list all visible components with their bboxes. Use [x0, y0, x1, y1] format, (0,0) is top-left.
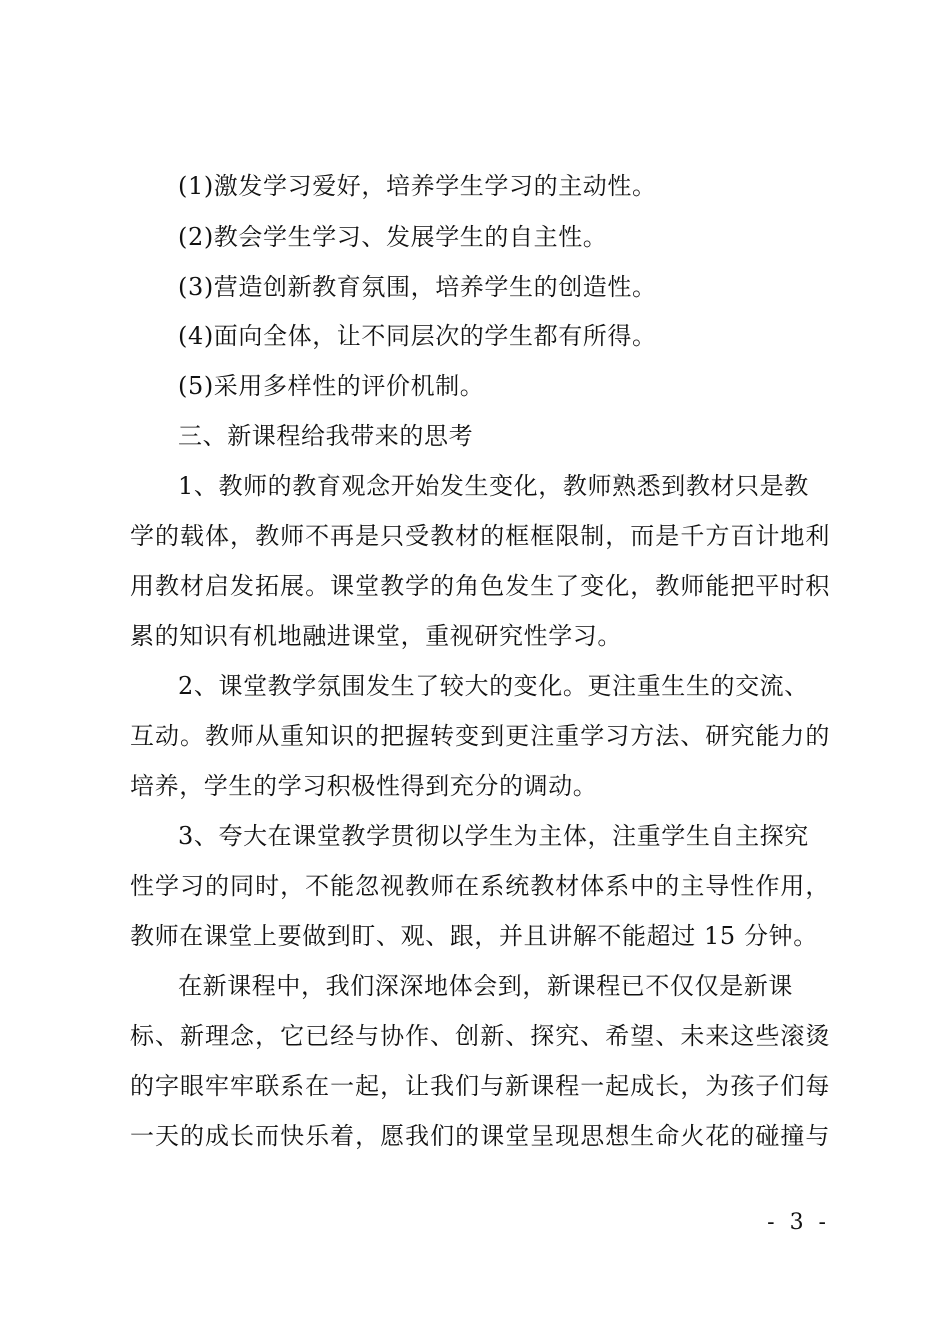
para2-line-3: 培养，学生的学习积极性得到充分的调动。 [130, 772, 598, 800]
list-item-4: (4)面向全体，让不同层次的学生都有所得。 [178, 322, 657, 350]
list-item-1: (1)激发学习爱好，培养学生学习的主动性。 [178, 172, 657, 200]
page-number: - 3 - [767, 1210, 830, 1235]
para4-line-4: 一天的成长而快乐着，愿我们的课堂呈现思想生命火花的碰撞与 [130, 1122, 830, 1150]
section-heading: 三、新课程给我带来的思考 [178, 422, 474, 450]
para4-line-2: 标、新理念，它已经与协作、创新、探究、希望、未来这些滚烫 [130, 1022, 830, 1050]
list-item-3: (3)营造创新教育氛围，培养学生的创造性。 [178, 273, 657, 301]
list-item-2: (2)教会学生学习、发展学生的自主性。 [178, 223, 608, 251]
para1-line-1: 1、教师的教育观念开始发生变化，教师熟悉到教材只是教 [178, 472, 809, 500]
para2-line-1: 2、课堂教学氛围发生了较大的变化。更注重生生的交流、 [178, 672, 809, 700]
para1-line-3: 用教材启发拓展。课堂教学的角色发生了变化，教师能把平时积 [130, 572, 830, 600]
para3-line-1: 3、夸大在课堂教学贯彻以学生为主体，注重学生自主探究 [178, 822, 809, 850]
list-item-5: (5)采用多样性的评价机制。 [178, 372, 485, 400]
para1-line-2: 学的载体，教师不再是只受教材的框框限制，而是千方百计地利 [130, 522, 830, 550]
para3-line-2: 性学习的同时，不能忽视教师在系统教材体系中的主导性作用， [130, 872, 830, 900]
para1-line-4: 累的知识有机地融进课堂，重视研究性学习。 [130, 622, 622, 650]
para4-line-3: 的字眼牢牢联系在一起，让我们与新课程一起成长，为孩子们每 [130, 1072, 830, 1100]
para2-line-2: 互动。教师从重知识的把握转变到更注重学习方法、研究能力的 [130, 722, 830, 750]
para3-line-3: 教师在课堂上要做到盯、观、跟，并且讲解不能超过 15 分钟。 [130, 922, 818, 950]
para4-line-1: 在新课程中，我们深深地体会到，新课程已不仅仅是新课 [178, 972, 793, 1000]
